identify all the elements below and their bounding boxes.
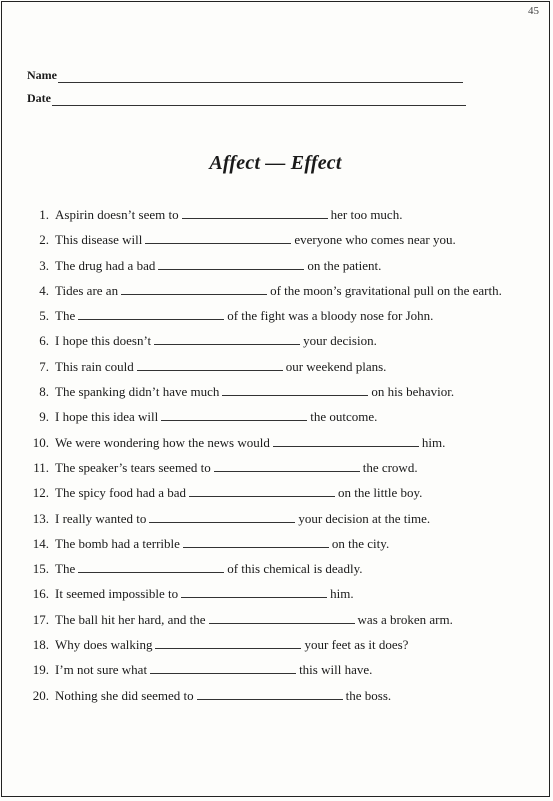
question-text bbox=[55, 278, 534, 303]
question-number: 6. bbox=[39, 333, 49, 349]
question-text-before: The bomb had a terrible bbox=[55, 535, 180, 551]
date-label: Date bbox=[27, 91, 51, 105]
question-text-before: The bbox=[55, 561, 76, 577]
page-number: 45 bbox=[528, 5, 539, 17]
question-text-before: The ball hit her hard, and the bbox=[55, 611, 206, 627]
question-number: 1. bbox=[39, 207, 49, 222]
question-text bbox=[55, 531, 534, 556]
question-number: 18. bbox=[32, 637, 49, 653]
question-number: 7. bbox=[39, 358, 49, 374]
worksheet-title: Affect — Effect bbox=[209, 152, 342, 174]
question-number: 3. bbox=[39, 257, 49, 273]
question-item bbox=[24, 253, 534, 278]
question-text bbox=[55, 379, 534, 404]
date-line[interactable] bbox=[52, 95, 466, 106]
question-item bbox=[24, 581, 534, 606]
question-text-after: your decision at the time. bbox=[298, 510, 431, 526]
question-text-after: on his behavior. bbox=[371, 384, 455, 400]
question-item bbox=[24, 328, 534, 353]
question-text bbox=[55, 404, 534, 429]
question-list bbox=[24, 202, 534, 708]
question-text bbox=[55, 303, 534, 328]
answer-blank[interactable] bbox=[273, 436, 419, 447]
answer-blank[interactable] bbox=[145, 233, 291, 244]
question-text-after: our weekend plans. bbox=[285, 358, 387, 374]
question-item bbox=[24, 430, 534, 455]
question-item bbox=[24, 632, 534, 657]
question-item bbox=[24, 657, 534, 682]
question-text-after: her too much. bbox=[330, 207, 403, 222]
question-text-after: everyone who comes near you. bbox=[294, 232, 456, 248]
question-text-before: I hope this doesn’t bbox=[55, 333, 152, 349]
name-label: Name bbox=[27, 68, 57, 82]
answer-blank[interactable] bbox=[222, 385, 368, 396]
question-text-after: the outcome. bbox=[310, 409, 378, 425]
question-text-before: We were wondering how the news would bbox=[55, 434, 270, 450]
answer-blank[interactable] bbox=[182, 208, 328, 219]
question-text bbox=[55, 581, 534, 606]
question-item bbox=[24, 455, 534, 480]
question-item bbox=[24, 506, 534, 531]
question-item bbox=[24, 556, 534, 581]
date-field bbox=[27, 91, 466, 106]
question-text-before: I hope this idea will bbox=[55, 409, 159, 425]
answer-blank[interactable] bbox=[78, 309, 224, 320]
question-text-before: The spicy food had a bad bbox=[55, 485, 187, 501]
question-text-before: I really wanted to bbox=[55, 510, 147, 526]
question-number: 14. bbox=[32, 535, 49, 551]
answer-blank[interactable] bbox=[189, 486, 335, 497]
question-item bbox=[24, 404, 534, 429]
question-text-before: Nothing she did seemed to bbox=[55, 687, 194, 703]
question-text-before: Tides are an bbox=[55, 282, 119, 298]
question-number: 2. bbox=[39, 232, 49, 248]
question-text bbox=[55, 202, 534, 227]
question-text-after: on the patient. bbox=[307, 257, 382, 273]
question-item bbox=[24, 303, 534, 328]
question-text-before: This disease will bbox=[55, 232, 143, 248]
question-number: 17. bbox=[32, 611, 49, 627]
question-text bbox=[55, 455, 534, 480]
question-text bbox=[55, 556, 534, 581]
question-text bbox=[55, 227, 534, 252]
question-number: 13. bbox=[32, 510, 49, 526]
question-text bbox=[55, 683, 534, 708]
question-item bbox=[24, 278, 534, 303]
question-number: 4. bbox=[39, 282, 49, 298]
question-item bbox=[24, 531, 534, 556]
question-number: 11. bbox=[33, 459, 49, 475]
question-text-before: It seemed impossible to bbox=[55, 586, 179, 602]
question-item bbox=[24, 202, 534, 227]
name-line[interactable] bbox=[58, 72, 463, 83]
question-text bbox=[55, 253, 534, 278]
question-text-before: The drug had a bad bbox=[55, 257, 156, 273]
answer-blank[interactable] bbox=[155, 638, 301, 649]
answer-blank[interactable] bbox=[181, 587, 327, 598]
answer-blank[interactable] bbox=[78, 562, 224, 573]
question-text-before: Aspirin doesn’t seem to bbox=[55, 207, 179, 222]
question-number: 19. bbox=[32, 662, 49, 678]
question-text bbox=[55, 354, 534, 379]
answer-blank[interactable] bbox=[121, 284, 267, 295]
question-text bbox=[55, 430, 534, 455]
answer-blank[interactable] bbox=[183, 537, 329, 548]
question-text-before: The bbox=[55, 308, 76, 324]
worksheet-page bbox=[1, 1, 550, 797]
question-text-after: this will have. bbox=[299, 662, 373, 678]
name-field bbox=[27, 68, 463, 83]
question-text-after: on the city. bbox=[331, 535, 390, 551]
question-number: 20. bbox=[32, 687, 49, 703]
question-text-after: the crowd. bbox=[362, 459, 418, 475]
question-text-after: of the moon’s gravitational pull on the earth. bbox=[270, 282, 502, 298]
answer-blank[interactable] bbox=[214, 461, 360, 472]
question-text bbox=[55, 657, 534, 682]
question-item bbox=[24, 607, 534, 632]
question-text bbox=[55, 607, 534, 632]
question-number: 5. bbox=[39, 308, 49, 324]
question-number: 10. bbox=[32, 434, 49, 450]
question-text-after: the boss. bbox=[345, 687, 392, 703]
question-text bbox=[55, 480, 534, 505]
answer-blank[interactable] bbox=[161, 410, 307, 421]
question-number: 9. bbox=[39, 409, 49, 425]
answer-blank[interactable] bbox=[137, 360, 283, 371]
question-item bbox=[24, 480, 534, 505]
question-text-after: of this chemical is deadly. bbox=[227, 561, 363, 577]
question-text-before: I’m not sure what bbox=[55, 662, 148, 678]
question-item bbox=[24, 683, 534, 708]
question-number: 12. bbox=[32, 485, 49, 501]
answer-blank[interactable] bbox=[158, 259, 304, 270]
question-number: 8. bbox=[39, 384, 49, 400]
question-text-after: him. bbox=[421, 434, 446, 450]
question-text-after: your decision. bbox=[303, 333, 377, 349]
question-text-before: The speaker’s tears seemed to bbox=[55, 459, 211, 475]
question-text-before: Why does walking bbox=[55, 637, 153, 653]
answer-blank[interactable] bbox=[150, 663, 296, 674]
question-text-before: The spanking didn’t have much bbox=[55, 384, 220, 400]
answer-blank[interactable] bbox=[154, 334, 300, 345]
question-text-before: This rain could bbox=[55, 358, 134, 374]
question-number: 15. bbox=[32, 561, 49, 577]
answer-blank[interactable] bbox=[197, 689, 343, 700]
question-text-after: on the little boy. bbox=[338, 485, 423, 501]
question-text-after: him. bbox=[330, 586, 354, 602]
question-item bbox=[24, 379, 534, 404]
question-text bbox=[55, 632, 534, 657]
question-number: 16. bbox=[32, 586, 49, 602]
answer-blank[interactable] bbox=[209, 613, 355, 624]
answer-blank[interactable] bbox=[149, 512, 295, 523]
question-text bbox=[55, 328, 534, 353]
question-text-after: of the fight was a bloody nose for John. bbox=[227, 308, 434, 324]
question-text-after: your feet as it does? bbox=[304, 637, 409, 653]
question-text bbox=[55, 506, 534, 531]
question-item bbox=[24, 354, 534, 379]
question-text-after: was a broken arm. bbox=[357, 611, 453, 627]
question-item bbox=[24, 227, 534, 252]
